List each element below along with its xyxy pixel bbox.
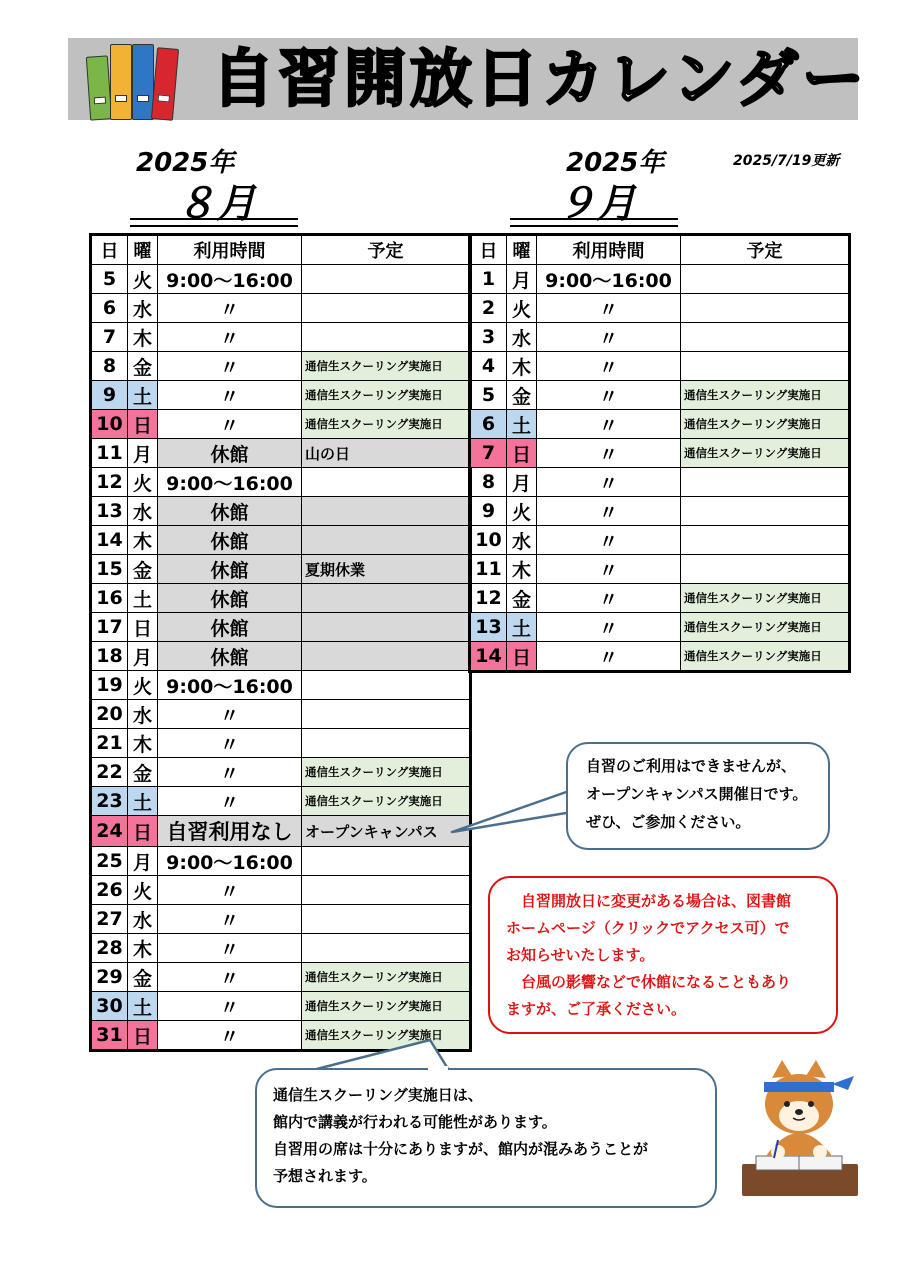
day-cell: 6: [470, 410, 507, 439]
notice-line: 台風の影響などで休館になることもあり: [506, 973, 792, 991]
hours-cell: 〃: [158, 876, 302, 905]
weekday-cell: 木: [128, 729, 158, 758]
day-cell: 3: [470, 323, 507, 352]
day-cell: 16: [91, 584, 128, 613]
weekday-cell: 水: [128, 700, 158, 729]
weekday-cell: 土: [507, 613, 537, 642]
change-notice-box: [488, 876, 838, 1034]
weekday-cell: 土: [128, 992, 158, 1021]
weekday-cell: 月: [128, 439, 158, 468]
weekday-cell: 木: [507, 555, 537, 584]
plan-cell: 通信生スクーリング実施日: [681, 410, 850, 439]
hours-cell: 〃: [158, 352, 302, 381]
header-day: 日: [91, 235, 128, 265]
day-cell: 9: [470, 497, 507, 526]
hours-cell: 〃: [158, 963, 302, 992]
hours-cell: 〃: [158, 294, 302, 323]
day-cell: 11: [91, 439, 128, 468]
open-campus-callout: [566, 742, 830, 850]
hours-cell: 9:00～16:00: [158, 265, 302, 294]
callout-line: 館内で講義が行われる可能性があります。: [273, 1113, 557, 1131]
header-plan: 予定: [302, 235, 471, 265]
hours-cell: 〃: [537, 323, 681, 352]
weekday-cell: 水: [128, 497, 158, 526]
hours-cell: 〃: [537, 468, 681, 497]
hours-cell: 〃: [537, 439, 681, 468]
weekday-cell: 水: [128, 905, 158, 934]
day-cell: 27: [91, 905, 128, 934]
day-cell: 7: [91, 323, 128, 352]
weekday-cell: 金: [128, 963, 158, 992]
hours-cell: 〃: [158, 410, 302, 439]
weekday-cell: 日: [128, 1021, 158, 1051]
weekday-cell: 日: [128, 613, 158, 642]
weekday-cell: 日: [507, 439, 537, 468]
notice-line: ますが、ご了承ください。: [506, 1000, 687, 1018]
notice-line: 自習開放日に変更がある場合は、図書館: [506, 892, 792, 910]
plan-cell: 通信生スクーリング実施日: [302, 381, 471, 410]
day-cell: 7: [470, 439, 507, 468]
hours-cell: 休館: [158, 642, 302, 671]
plan-cell: 通信生スクーリング実施日: [302, 963, 471, 992]
day-cell: 29: [91, 963, 128, 992]
hours-cell: 〃: [158, 381, 302, 410]
day-cell: 14: [470, 642, 507, 672]
weekday-cell: 水: [507, 323, 537, 352]
tail-joint: [570, 790, 576, 812]
weekday-cell: 火: [128, 265, 158, 294]
plan-cell: 通信生スクーリング実施日: [302, 992, 471, 1021]
hours-cell: 休館: [158, 526, 302, 555]
schooling-callout: [255, 1068, 717, 1208]
plan-cell: 通信生スクーリング実施日: [681, 439, 850, 468]
weekday-cell: 土: [128, 787, 158, 816]
september-month: ９月: [556, 181, 636, 227]
hours-cell: 〃: [537, 294, 681, 323]
day-cell: 28: [91, 934, 128, 963]
hours-cell: 〃: [158, 1021, 302, 1051]
day-cell: 4: [470, 352, 507, 381]
header-plan: 予定: [681, 235, 850, 265]
updated-date: 2025/7/19更新: [733, 153, 840, 169]
weekday-cell: 木: [128, 323, 158, 352]
hours-cell: 休館: [158, 613, 302, 642]
hours-cell: 〃: [537, 584, 681, 613]
plan-cell: 通信生スクーリング実施日: [681, 381, 850, 410]
day-cell: 26: [91, 876, 128, 905]
day-cell: 24: [91, 816, 128, 847]
weekday-cell: 金: [507, 584, 537, 613]
hours-cell: 9:00～16:00: [158, 847, 302, 876]
weekday-cell: 木: [128, 526, 158, 555]
day-cell: 12: [470, 584, 507, 613]
plan-cell: 夏期休業: [302, 555, 471, 584]
weekday-cell: 月: [507, 265, 537, 294]
day-cell: 5: [470, 381, 507, 410]
header-weekday: 曜: [507, 235, 537, 265]
weekday-cell: 金: [507, 381, 537, 410]
tail-joint: [428, 1066, 448, 1072]
hours-cell: 〃: [537, 642, 681, 672]
hours-cell: 〃: [537, 497, 681, 526]
page-title: 自習開放日カレンダー: [212, 42, 868, 115]
day-cell: 20: [91, 700, 128, 729]
hours-cell: 〃: [158, 700, 302, 729]
hours-cell: 〃: [537, 352, 681, 381]
weekday-cell: 月: [128, 642, 158, 671]
callout-line: 予想されます。: [273, 1167, 377, 1185]
hours-cell: 〃: [158, 323, 302, 352]
callout-line: 通信生スクーリング実施日は、: [273, 1086, 483, 1104]
day-cell: 8: [91, 352, 128, 381]
weekday-cell: 金: [128, 758, 158, 787]
day-cell: 2: [470, 294, 507, 323]
header-day: 日: [470, 235, 507, 265]
plan-cell: 山の日: [302, 439, 471, 468]
notice-line: お知らせいたします。: [506, 946, 655, 964]
hours-cell: 〃: [158, 729, 302, 758]
plan-cell: 通信生スクーリング実施日: [302, 1021, 471, 1051]
hours-cell: 休館: [158, 497, 302, 526]
hours-cell: 9:00～16:00: [158, 671, 302, 700]
day-cell: 15: [91, 555, 128, 584]
day-cell: 14: [91, 526, 128, 555]
weekday-cell: 金: [128, 555, 158, 584]
weekday-cell: 金: [128, 352, 158, 381]
day-cell: 12: [91, 468, 128, 497]
hours-cell: 〃: [158, 758, 302, 787]
weekday-cell: 日: [128, 816, 158, 847]
callout-line: 自習用の席は十分にありますが、館内が混みあうことが: [273, 1140, 649, 1158]
callout-line: ぜひ、ご参加ください。: [586, 813, 751, 831]
day-cell: 17: [91, 613, 128, 642]
weekday-cell: 月: [128, 847, 158, 876]
day-cell: 11: [470, 555, 507, 584]
hours-cell: 〃: [158, 787, 302, 816]
august-month: ８月: [176, 181, 256, 227]
plan-cell: 通信生スクーリング実施日: [302, 758, 471, 787]
weekday-cell: 水: [128, 294, 158, 323]
weekday-cell: 木: [507, 352, 537, 381]
weekday-cell: 土: [507, 410, 537, 439]
day-cell: 30: [91, 992, 128, 1021]
plan-cell: 通信生スクーリング実施日: [302, 410, 471, 439]
day-cell: 25: [91, 847, 128, 876]
august-year: 2025年: [136, 148, 235, 178]
shiba-dog-studying-icon: [738, 1060, 860, 1202]
weekday-cell: 木: [128, 934, 158, 963]
weekday-cell: 火: [507, 497, 537, 526]
weekday-cell: 土: [128, 381, 158, 410]
day-cell: 31: [91, 1021, 128, 1051]
hours-cell: 〃: [537, 613, 681, 642]
hours-cell: 休館: [158, 584, 302, 613]
weekday-cell: 月: [507, 468, 537, 497]
hours-cell: 〃: [537, 410, 681, 439]
weekday-cell: 水: [507, 526, 537, 555]
day-cell: 10: [470, 526, 507, 555]
header-weekday: 曜: [128, 235, 158, 265]
weekday-cell: 火: [507, 294, 537, 323]
plan-cell: 通信生スクーリング実施日: [681, 613, 850, 642]
day-cell: 10: [91, 410, 128, 439]
weekday-cell: 火: [128, 671, 158, 700]
weekday-cell: 日: [128, 410, 158, 439]
day-cell: 23: [91, 787, 128, 816]
header-hours: 利用時間: [537, 235, 681, 265]
september-year: 2025年: [566, 148, 665, 178]
day-cell: 5: [91, 265, 128, 294]
plan-cell: オープンキャンパス: [302, 816, 471, 847]
day-cell: 9: [91, 381, 128, 410]
hours-cell: 〃: [158, 905, 302, 934]
weekday-cell: 日: [507, 642, 537, 672]
plan-cell: 通信生スクーリング実施日: [302, 352, 471, 381]
day-cell: 22: [91, 758, 128, 787]
weekday-cell: 火: [128, 876, 158, 905]
weekday-cell: 土: [128, 584, 158, 613]
day-cell: 19: [91, 671, 128, 700]
plan-cell: 通信生スクーリング実施日: [681, 642, 850, 672]
hours-cell: 〃: [158, 992, 302, 1021]
header-hours: 利用時間: [158, 235, 302, 265]
hours-cell: 〃: [158, 934, 302, 963]
day-cell: 6: [91, 294, 128, 323]
day-cell: 8: [470, 468, 507, 497]
hours-cell: 9:00～16:00: [537, 265, 681, 294]
hours-cell: 9:00～16:00: [158, 468, 302, 497]
plan-cell: 通信生スクーリング実施日: [302, 787, 471, 816]
hours-cell: 〃: [537, 381, 681, 410]
plan-cell: 通信生スクーリング実施日: [681, 584, 850, 613]
hours-cell: 〃: [537, 526, 681, 555]
hours-cell: 休館: [158, 555, 302, 584]
weekday-cell: 火: [128, 468, 158, 497]
day-cell: 1: [470, 265, 507, 294]
hours-cell: 〃: [537, 555, 681, 584]
day-cell: 21: [91, 729, 128, 758]
callout-line: 自習のご利用はできませんが、: [586, 757, 797, 775]
hours-cell: 休館: [158, 439, 302, 468]
callout-line: オープンキャンパス開催日です。: [586, 785, 808, 803]
day-cell: 18: [91, 642, 128, 671]
hours-cell: 自習利用なし: [158, 816, 302, 847]
notice-line: ホームページ（クリックでアクセス可）で: [506, 919, 790, 937]
day-cell: 13: [91, 497, 128, 526]
day-cell: 13: [470, 613, 507, 642]
